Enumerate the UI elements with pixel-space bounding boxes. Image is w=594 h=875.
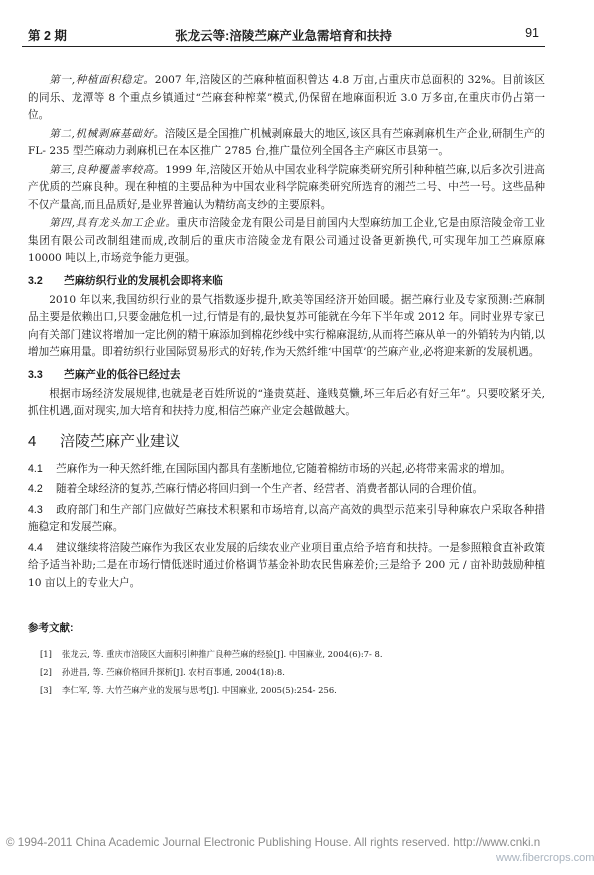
page-number: 91 [525,26,539,40]
subsection-title: 苎麻产业的低谷已经过去 [64,368,181,381]
reference-number: [3] [40,685,52,695]
item-number: 4.4 [28,541,43,554]
reference-item [28,663,545,681]
lead-mechanical-stripping: 第二,机械剥麻基础好。 [49,127,165,140]
item-number: 4.2 [28,483,43,495]
section-number: 4 [28,432,37,450]
paragraph-leading-enterprise [28,215,545,268]
item-text: 随着全球经济的复苏,苎麻行情必将回归到一个生产者、经营者、消费者都认同的合理价值。 [56,483,484,495]
item-text: 政府部门和生产部门应做好苎麻技术积累和市场培育,以高产高效的典型示范来引导种麻农户采取各种措施稳定和发展苎麻。 [28,503,545,533]
paragraph-fine-varieties [28,162,545,215]
paragraph-3-3: 根据市场经济发展规律,也就是老百姓所说的“逢贵莫赶、逢贱莫懒,坏三年后必有好三年”。只要咬紧牙关,抓住机遇,面对现实,加大培育和扶持力度,相信苎麻产业定会越做越大。 [28,387,545,417]
subsection-number: 3.2 [28,274,43,287]
reference-number: [1] [40,649,52,659]
issue-label: 第 2 期 [28,29,67,43]
subsection-number: 3.3 [28,368,43,381]
copyright-footer: © 1994-2011 China Academic Journal Electronic Publishing House. All rights reserved. http://www.cnki.n [6,836,541,849]
reference-text: 张龙云, 等. 重庆市涪陵区大面积引种推广良种苎麻的经验[J]. 中国麻业, 2004(6):7- 8. [62,649,383,659]
text-planting-area: 2007 年,涪陵区的苎麻种植面积曾达 4.8 万亩,占重庆市总面积的 32%。目前该区的同乐、龙潭等 8 个重点乡镇通过“苎麻套种榨菜”模式,仍保留在地麻面积近 3.0 万多亩,在重庆市仍占第一位。 [28,74,545,121]
item-text: 建议继续将涪陵苎麻作为我区农业发展的后续农业产业项目重点给予培育和扶持。一是参照粮食直补政策给予适当补助;二是在市场行情低迷时通过价格调节基金补助农民售麻差价;三是给予 200 元 / 亩补助鼓励种植 10 亩以上的专业大户。 [28,541,545,589]
text-mechanical-stripping: 涪陵区是全国推广机械剥麻最大的地区,该区具有苎麻剥麻机生产企业,研制生产的 FL- 235 型苎麻动力剥麻机已在本区推广 2785 台,推广量位列全国各主产麻区市县第一。 [28,127,545,157]
lead-planting-area: 第一,种植面积稳定。 [49,74,155,86]
text-leading-enterprise: 重庆市涪陵金龙有限公司是目前国内大型麻纺加工企业,它是由原涪陵金帝工业集团有限公司改制组建而成,改制后的重庆市涪陵金龙有限公司通过设备更新换代,可实现年加工苎麻原麻 10000 吨以上,市场竞争能力更强。 [28,217,545,264]
reference-text: 孙进昌, 等. 苎麻价格回升探析[J]. 农村百事通, 2004(18):8. [62,667,285,677]
running-header [22,24,545,47]
recommendation-item [28,502,545,537]
running-title: 张龙云等:涪陵苎麻产业急需培育和扶持 [175,29,392,43]
recommendation-item [28,461,545,479]
lead-leading-enterprise: 第四,具有龙头加工企业。 [49,217,177,229]
lead-fine-varieties: 第三,良种覆盖率较高。 [49,163,166,176]
subsection-3-3-heading [28,367,545,383]
text-fine-varieties: 1999 年,涪陵区开始从中国农业科学院麻类研究所引种种植苎麻,以后多次引进高产优质的苎麻良种。现在种植的主要品种为中国农业科学院麻类研究所选育的湘苎二号、中苎一号。这些品种不仅产量高,而且品质好,是业界普遍认为精纺高支纱的主要原料。 [28,163,545,211]
article-body [28,72,545,699]
recommendation-item [28,481,545,499]
item-number: 4.3 [28,503,43,516]
section-title: 涪陵苎麻产业建议 [60,432,181,450]
paragraph-planting-area [28,72,545,125]
section-4-heading [28,431,545,453]
subsection-3-2-heading [28,273,545,289]
subsection-title: 苎麻纺织行业的发展机会即将来临 [64,274,223,287]
item-text: 苎麻作为一种天然纤维,在国际国内都具有垄断地位,它随着棉纺市场的兴起,必将带来需求的增加。 [56,462,512,475]
references-heading: 参考文献: [28,622,74,634]
reference-item [28,681,545,699]
watermark: www.fibercrops.com [496,852,594,864]
paragraph-mechanical-stripping [28,126,545,161]
reference-text: 李仁军, 等. 大竹苎麻产业的发展与思考[J]. 中国麻业, 2005(5):254- 256. [62,685,337,695]
reference-item [28,645,545,663]
paragraph-3-2: 2010 年以来,我国纺织行业的景气指数逐步提升,欧美等国经济开始回暖。据苎麻行业及专家预测:苎麻制品主要是依赖出口,只要金融危机一过,行情是有的,最快复苏可能就在今年下半年或 2012 年。同时业界专家已向有关部门建议将增加一定比例的精干麻添加到棉花纱线中实行棉麻混纺,从而将苎麻从单一的外销转为内销,以增加苎麻用量。即着纺织行业国际贸易形式的好转,作为天然纤维‘中国草’的苎麻产业,必将迎来新的发展机遇。 [28,293,545,358]
reference-number: [2] [40,667,52,677]
item-number: 4.1 [28,462,43,475]
recommendation-item [28,540,545,593]
